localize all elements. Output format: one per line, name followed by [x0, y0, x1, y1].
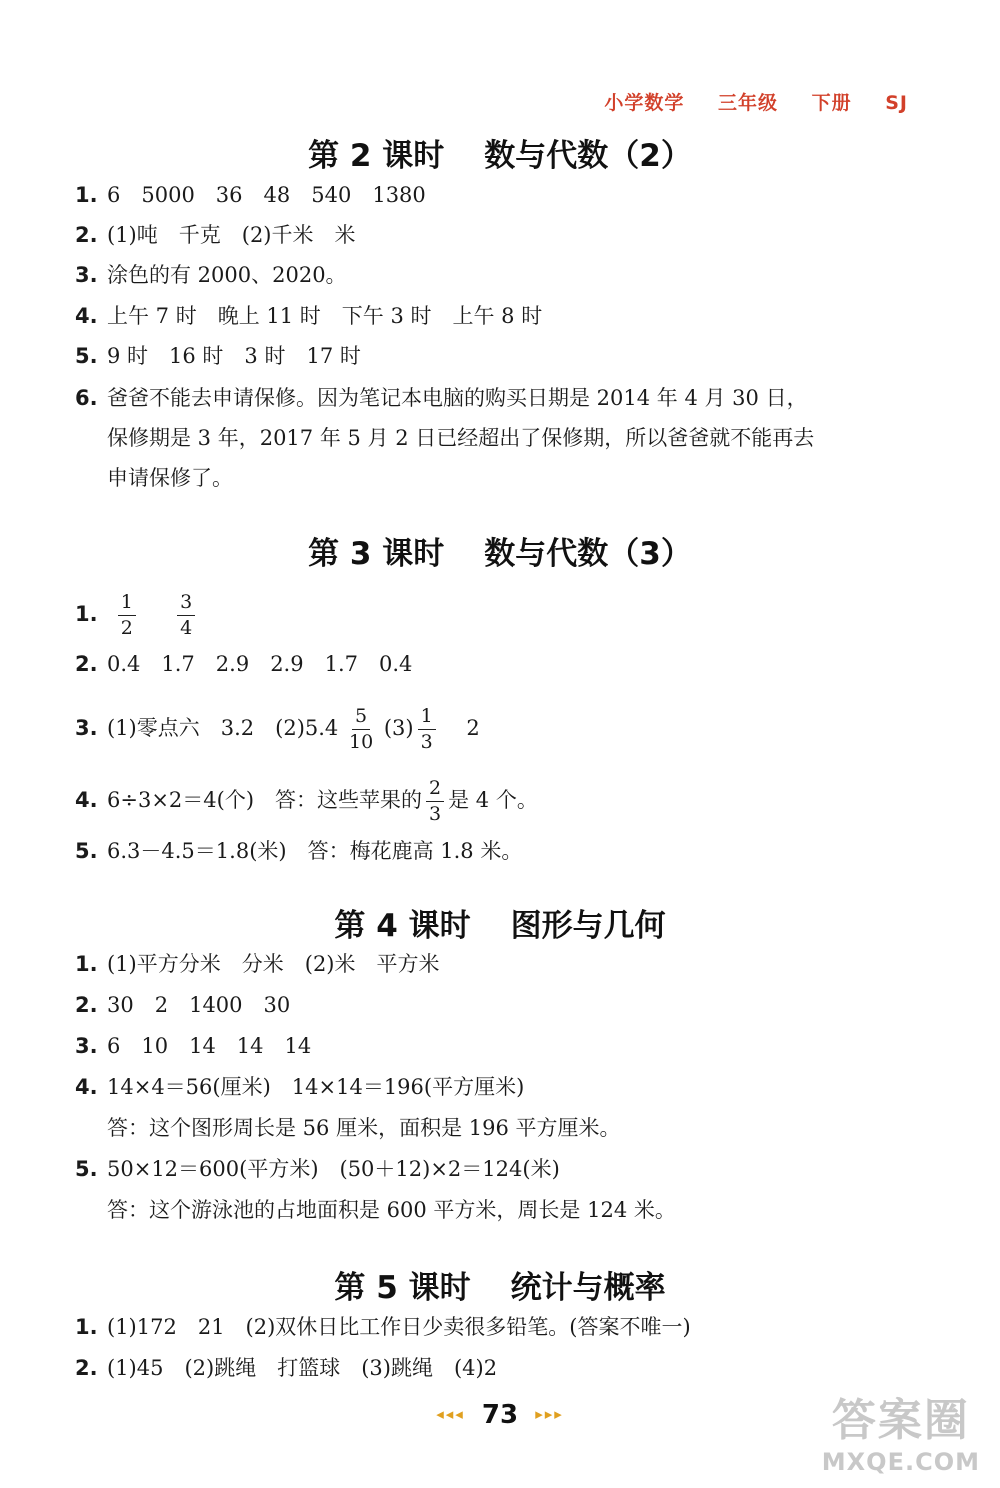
answer-item: 5. 6.3－4.5＝1.8(米) 答：梅花鹿高 1.8 米。 — [75, 839, 523, 863]
header-edition: SJ — [885, 92, 908, 114]
answer-item: 5. 50×12＝600(平方米) (50＋12)×2＝124(米) — [75, 1157, 560, 1181]
fraction: $\frac{5}{10}$ — [348, 705, 374, 753]
answer-explanation: 答：这个游泳池的占地面积是 600 平方米，周长是 124 米。 — [107, 1198, 676, 1222]
fraction: $\frac{2}{3}$ — [426, 778, 444, 825]
page-number: 73 — [481, 1400, 519, 1430]
answer-item: 1. 6 5000 36 48 540 1380 — [75, 183, 426, 207]
answer-item: 6. 爸爸不能去申请保修。因为笔记本电脑的购买日期是 2014 年 4 月 30 日， — [75, 386, 808, 410]
answer-item: 3. (1)零点六 3.2 (2)5.4 $\frac{5}{10}$ (3) $\frac{1}{3}$ 2 — [75, 705, 480, 753]
fraction: $\frac{1}{3}$ — [418, 706, 436, 753]
answer-item: 2. (1)45 (2)跳绳 打篮球 (3)跳绳 (4)2 — [75, 1356, 498, 1380]
section-title-lesson-5: 第 5 课时 统计与概率 — [334, 1270, 666, 1306]
left-arrows-icon: ◂◂◂ — [436, 1405, 465, 1423]
answer-item: 4. 上午 7 时 晚上 11 时 下午 3 时 上午 8 时 — [75, 304, 543, 328]
fraction: $\frac{1}{2}$ — [118, 592, 136, 639]
answer-item-continuation: 保修期是 3 年，2017 年 5 月 2 日已经超出了保修期，所以爸爸就不能再去 — [107, 426, 815, 450]
answer-item: 1. (1)平方分米 分米 (2)米 平方米 — [75, 952, 440, 976]
fraction: $\frac{3}{4}$ — [177, 592, 195, 639]
answer-item: 3. 6 10 14 14 14 — [75, 1034, 312, 1058]
answer-item: 5. 9 时 16 时 3 时 17 时 — [75, 344, 361, 368]
answer-item: 4. 6÷3×2＝4(个) 答：这些苹果的 $\frac{2}{3}$ 是 4 个。 — [75, 777, 538, 825]
answer-explanation: 答：这个图形周长是 56 厘米，面积是 196 平方厘米。 — [107, 1116, 621, 1140]
section-title-lesson-4: 第 4 课时 图形与几何 — [334, 908, 666, 944]
watermark-logo: 答案圈 — [831, 1395, 970, 1446]
running-header — [604, 88, 908, 115]
header-grade: 三年级 — [717, 92, 778, 114]
answer-item: 2. 30 2 1400 30 — [75, 993, 291, 1017]
answer-item: 2. (1)吨 千克 (2)千米 米 — [75, 223, 356, 247]
answer-item: 1. (1)172 21 (2)双休日比工作日少卖很多铅笔。(答案不唯一) — [75, 1315, 691, 1339]
right-arrows-icon: ▸▸▸ — [535, 1405, 564, 1423]
answer-item-continuation: 申请保修了。 — [107, 466, 233, 490]
watermark — [822, 1384, 980, 1476]
answer-item: 2. 0.4 1.7 2.9 2.9 1.7 0.4 — [75, 652, 413, 676]
section-title-lesson-2: 第 2 课时 数与代数（2） — [308, 138, 692, 174]
watermark-url: MXQE.COM — [821, 1448, 980, 1476]
answer-item: 1. $\frac{1}{2}$ $\frac{3}{4}$ — [75, 592, 199, 639]
header-subject: 小学数学 — [604, 92, 685, 114]
section-title-lesson-3: 第 3 课时 数与代数（3） — [308, 536, 692, 572]
answer-item: 3. 涂色的有 2000、2020。 — [75, 263, 347, 287]
header-volume: 下册 — [811, 92, 852, 114]
answer-item: 4. 14×4＝56(厘米) 14×14＝196(平方厘米) — [75, 1075, 525, 1099]
